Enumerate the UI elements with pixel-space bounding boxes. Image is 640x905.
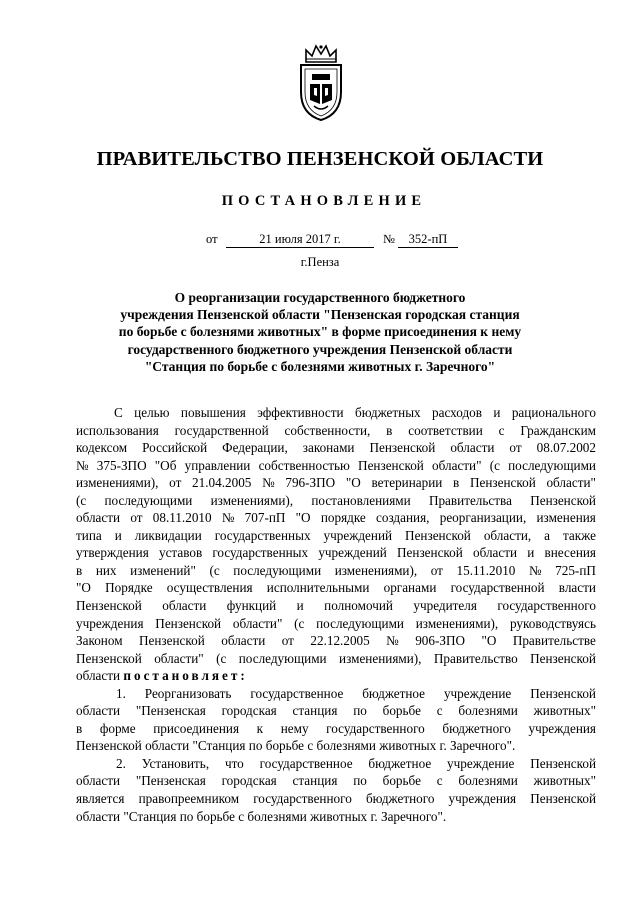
item-2-line: 2. Установить, что государственное бюджетное учреждение Пензенской: [116, 755, 596, 771]
body-line: Пензенской области" (с последующими изменениями), Правительство Пензенской: [76, 650, 596, 666]
number-prefix: №: [383, 232, 395, 246]
heading-line: по борьбе с болезнями животных" в форме присоединения к нему: [118, 324, 522, 340]
heading-line: О реорганизации государственного бюджетного: [174, 290, 466, 305]
resolve-word: постановляет:: [123, 668, 248, 684]
document-heading: [70, 289, 570, 375]
body-line: кодексом Российской Федерации, законами Пензенской области от 08.07.2002: [76, 440, 596, 456]
body-line: С целью повышения эффективности бюджетных расходов и рационального: [114, 405, 596, 420]
body-line: учреждения Пензенской области" (с последующими изменениями), руководствуясь: [76, 615, 596, 631]
item-1-line: Пензенской области "Станция по борьбе с болезнями животных г. Заречного".: [76, 738, 516, 754]
body-line: типа и ликвидации государственных учреждений Пензенской области, а также: [76, 527, 596, 543]
body-line: утверждения уставов государственных учреждений Пензенской области и внесения: [76, 545, 596, 561]
document-type: ПОСТАНОВЛЕНИЕ: [221, 193, 427, 209]
document-number: 352-пП: [398, 232, 458, 248]
city: г.Пенза: [300, 255, 340, 269]
body-line: Законом Пензенской области от 22.12.2005 № 906-ЗПО "О Правительстве: [76, 633, 596, 649]
body-line: изменениями), от 21.04.2005 № 796-ЗПО "О ветеринарии в Пензенской области": [76, 475, 596, 491]
item-1-line: в форме присоединения к нему государственного бюджетного учреждения: [76, 720, 596, 736]
body-line: использования государственной собственности, в соответствии с Гражданским: [76, 422, 596, 438]
body-line: области от 08.11.2010 № 707-пП "О порядке создания, реорганизации, изменения: [76, 510, 596, 526]
body-line: № 375-ЗПО "Об управлении собственностью Пензенской области" (с последующими: [76, 457, 596, 473]
item-1-line: области "Пензенская городская станция по борьбе с болезнями животных": [76, 703, 596, 719]
body-line: в них изменений" (с последующими изменениями), от 15.11.2010 № 725-пП: [76, 562, 596, 578]
item-1-line: 1. Реорганизовать государственное бюджетное учреждение Пензенской: [116, 685, 596, 701]
resolve-prefix: области: [76, 668, 124, 684]
government-title: ПРАВИТЕЛЬСТВО ПЕНЗЕНСКОЙ ОБЛАСТИ: [96, 148, 544, 170]
heading-line: "Станция по борьбе с болезнями животных г. Заречного": [144, 358, 496, 374]
heading-line: учреждения Пензенской области "Пензенская городская станция: [120, 307, 520, 323]
item-2-line: является правопреемником государственного бюджетного учреждения Пензенской: [76, 791, 596, 807]
document-date: 21 июля 2017 г.: [226, 232, 374, 248]
item-2-line: области "Станция по борьбе с болезнями животных г. Заречного".: [76, 808, 447, 824]
body-line: "О Порядке осуществления исполнительными органами государственной власти: [76, 580, 596, 596]
heading-line: государственного бюджетного учреждения Пензенской области: [127, 341, 513, 357]
resolve-line: [76, 667, 596, 685]
body-line: (с последующими изменениями), постановлениями Правительства Пензенской: [76, 492, 596, 508]
date-prefix: от: [206, 232, 218, 246]
item-2-line: области "Пензенская городская станция по борьбе с болезнями животных": [76, 773, 596, 789]
document-body: [76, 404, 596, 825]
body-line: Пензенской области функций и полномочий учредителя государственного: [76, 598, 596, 614]
penza-coat-of-arms-icon: [296, 44, 346, 122]
